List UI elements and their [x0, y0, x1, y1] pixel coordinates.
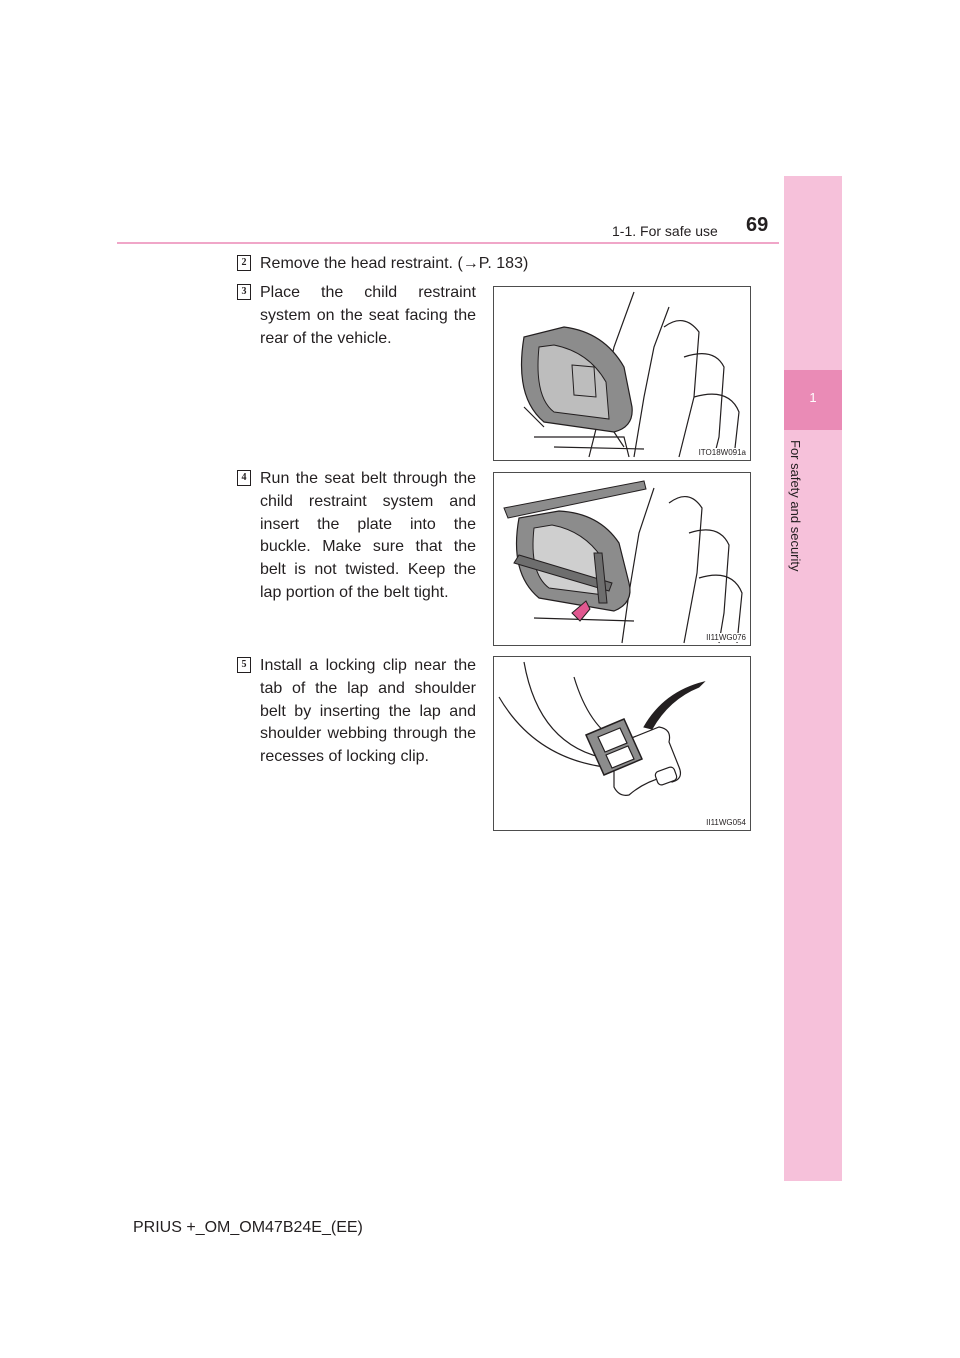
figure-locking-clip	[493, 656, 751, 831]
step-text-4: Run the seat belt through the child restraint system and insert the plate into the buckle. Make sure that the belt is not twisted. Keep the lap portion of the belt tight.	[260, 470, 476, 601]
figure-child-seat-rear-facing	[493, 286, 751, 461]
belt-routing-illustration	[494, 473, 750, 645]
side-tab	[784, 176, 842, 1181]
figure-code: II11WG054	[706, 818, 746, 827]
step-number-3: 3	[237, 284, 251, 300]
step-number-5: 5	[237, 657, 251, 673]
step-number-4: 4	[237, 470, 251, 486]
chapter-number: 1	[809, 390, 817, 405]
header-rule	[117, 242, 779, 244]
footer-document-id: PRIUS +_OM_OM47B24E_(EE)	[133, 1219, 363, 1236]
section-header: 1-1. For safe use	[612, 223, 718, 239]
child-seat-illustration	[494, 287, 750, 460]
figure-code: II11WG076	[706, 633, 746, 642]
step-text-2: Remove the head restraint. (→P. 183)	[260, 255, 529, 272]
chapter-title: For safety and security	[788, 440, 803, 572]
curved-arrow-icon	[644, 682, 704, 729]
figure-code: ITO18W091a	[698, 448, 746, 457]
step-number-2: 2	[237, 255, 251, 271]
page-number: 69	[746, 214, 769, 236]
step-text-5: Install a locking clip near the tab of the lap and shoulder belt by inserting the lap and shoulder webbing through the recesses of locking clip.	[260, 657, 476, 766]
figure-belt-through-seat	[493, 472, 751, 646]
step-text-3: Place the child restraint system on the seat facing the rear of the vehicle.	[260, 284, 476, 347]
locking-clip-illustration	[494, 657, 750, 830]
